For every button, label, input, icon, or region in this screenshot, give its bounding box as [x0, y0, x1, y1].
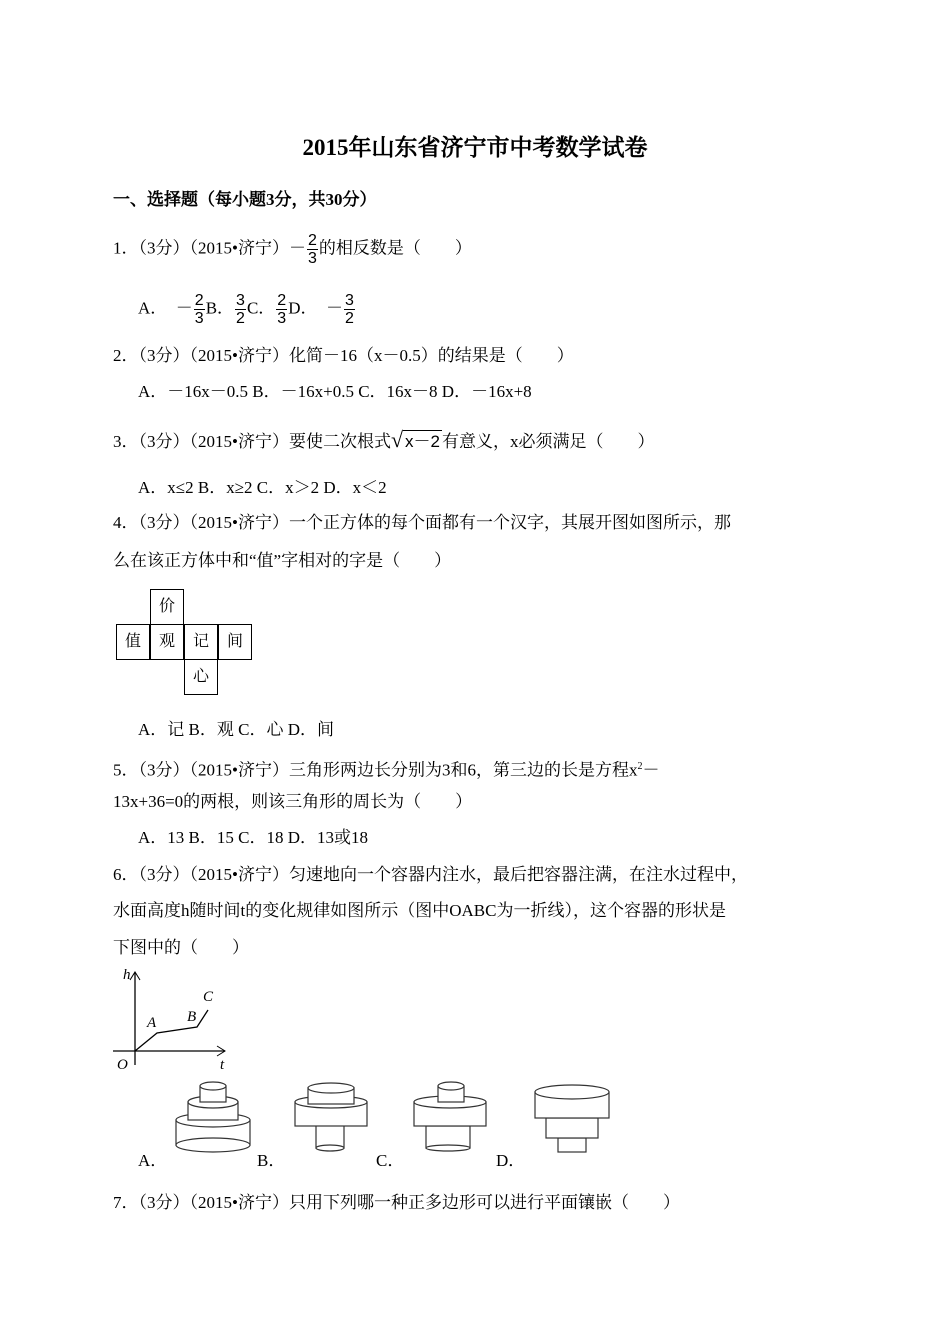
net-cell: 观	[150, 624, 184, 660]
svg-text:C: C	[203, 989, 214, 1005]
q6-option-b: B．	[257, 1151, 286, 1170]
net-cell: 价	[150, 589, 184, 625]
container-c	[414, 1082, 486, 1151]
q1-prefix: 1．（3分）（2015•济宁）－	[113, 238, 306, 258]
svg-text:O: O	[117, 1057, 128, 1073]
question-6-line3: 下图中的（ ）	[113, 938, 249, 957]
q1-options: A． － $\frac{2}{3}$ B． $\frac{3}{2}$ C． $\frac{2}{3}$ D． － $\frac{3}{2}$	[138, 292, 354, 327]
svg-text:h: h	[123, 967, 131, 983]
container-d	[535, 1085, 609, 1152]
svg-text:A: A	[147, 1015, 157, 1031]
container-b	[295, 1083, 367, 1151]
q4-options: A．记 B．观 C．心 D．间	[138, 720, 334, 739]
water-level-graph	[105, 965, 240, 1075]
q2-options: A．－16x－0.5 B．－16x+0.5 C．16x－8 D．－16x+8	[138, 382, 532, 401]
net-cell: 记	[184, 624, 218, 660]
page-title: 2015年山东省济宁市中考数学试卷	[302, 135, 648, 160]
question-6-line1: 6．（3分）（2015•济宁）匀速地向一个容器内注水，最后把容器注满，在注水过程中，	[113, 865, 748, 884]
container-a	[176, 1082, 250, 1152]
question-5-line2: 13x+36=0的两根，则该三角形的周长为（ ）	[113, 792, 473, 811]
q6-option-d: D．	[496, 1151, 526, 1170]
net-cell: 值	[116, 624, 150, 660]
q6-option-a: A．	[138, 1151, 168, 1170]
svg-text:t: t	[220, 1057, 225, 1073]
question-2: 2．（3分）（2015•济宁）化简－16（x－0.5）的结果是（ ）	[113, 346, 574, 365]
net-cell: 心	[184, 659, 218, 695]
question-4-line2: 么在该正方体中和“值”字相对的字是（ ）	[113, 551, 452, 570]
net-cell: 间	[218, 624, 252, 660]
q5-options: A．13 B．15 C．18 D．13或18	[138, 828, 368, 847]
question-4-line1: 4．（3分）（2015•济宁）一个正方体的每个面都有一个汉字，其展开图如图所示，那	[113, 513, 731, 532]
radicand: x－2	[405, 432, 440, 451]
question-1	[113, 232, 472, 267]
fraction: $\frac{2}{3}$	[307, 232, 317, 267]
q6-option-c: C．	[376, 1151, 405, 1170]
q3-options: A．x≤2 B．x≥2 C．x＞2 D．x＜2	[138, 478, 387, 497]
q1-suffix: 的相反数是（ ）	[318, 238, 472, 258]
svg-text:B: B	[187, 1009, 197, 1025]
section-heading: 一、选择题（每小题3分，共30分）	[113, 190, 377, 209]
container-options	[170, 1080, 620, 1160]
question-7: 7．（3分）（2015•济宁）只用下列哪一种正多边形可以进行平面镶嵌（ ）	[113, 1193, 680, 1212]
question-6-line2: 水面高度h随时间t的变化规律如图所示（图中OABC为一折线），这个容器的形状是	[113, 901, 726, 920]
question-5-line1: 5．（3分）（2015•济宁）三角形两边长分别为3和6，第三边的长是方程$x^2-$	[113, 760, 660, 780]
question-3: 3．（3分）（2015•济宁）要使二次根式√ x－2 有意义，x必须满足（ ）	[113, 427, 655, 452]
